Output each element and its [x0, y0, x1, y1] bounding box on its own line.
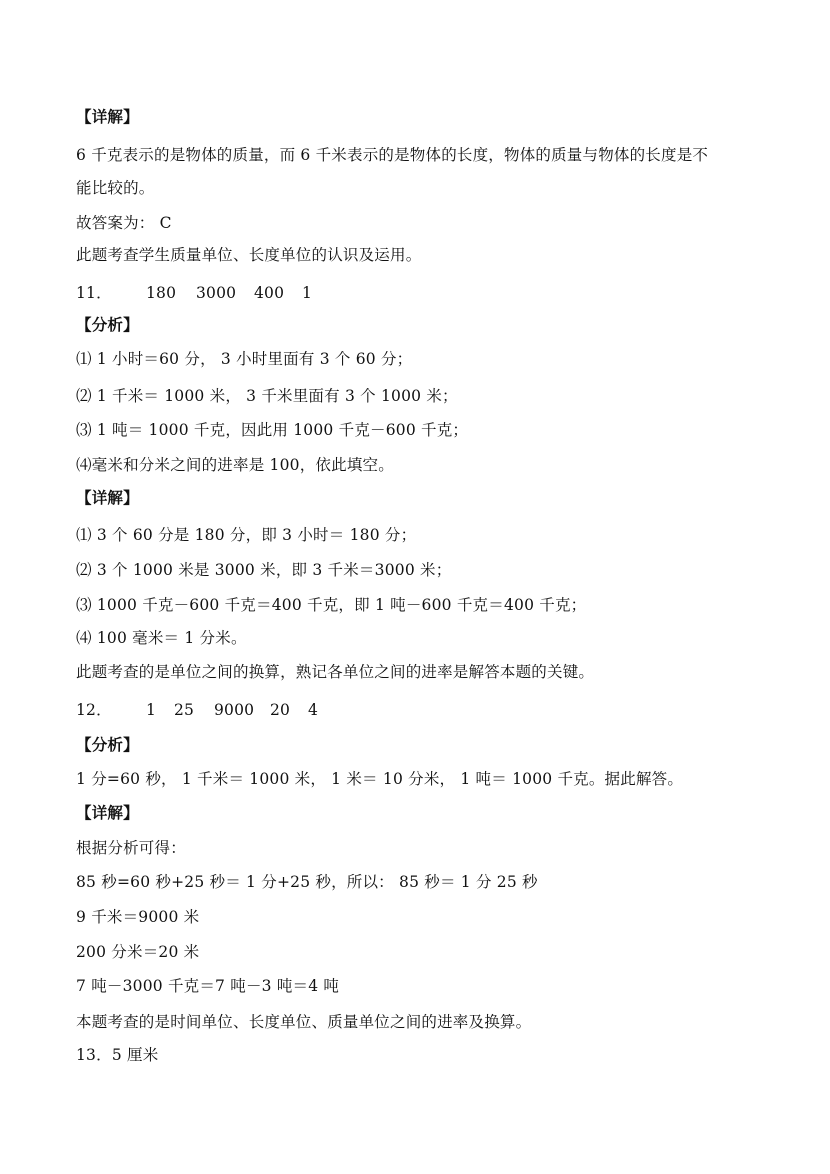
text-line: 故答案为： C	[76, 214, 172, 232]
text-line: 本题考查的是时间单位、长度单位、质量单位之间的进率及换算。	[76, 1013, 532, 1031]
text-line: 6 千克表示的是物体的质量，而 6 千米表示的是物体的长度，物体的质量与物体的长度是不	[76, 146, 709, 164]
answer-value: 9000	[214, 701, 255, 719]
text-line: 200 分米＝20 米	[76, 943, 200, 961]
answer-value: 180	[146, 284, 177, 302]
text-line: ⑷毫米和分米之间的进率是 100，依此填空。	[76, 456, 394, 474]
text-line: 根据分析可得：	[76, 839, 186, 857]
section-heading: 【分析】	[76, 315, 139, 334]
section-heading: 【详解】	[76, 107, 139, 126]
question-12-answers	[76, 700, 318, 720]
text-line: 85 秒=60 秒+25 秒＝ 1 分+25 秒，所以： 85 秒＝ 1 分 25 秒	[76, 873, 538, 891]
text-line: 7 吨－3000 千克＝7 吨－3 吨＝4 吨	[76, 977, 340, 995]
answer-value: 400	[254, 284, 285, 302]
text-line: ⑴ 3 个 60 分是 180 分，即 3 小时＝ 180 分；	[76, 526, 417, 544]
question-number: 11．	[76, 284, 112, 302]
question-11-answers	[76, 283, 312, 303]
text-line: 1 分=60 秒， 1 千米＝ 1000 米， 1 米＝ 10 分米， 1 吨＝ 1000 千克。据此解答。	[76, 770, 684, 788]
text-line: ⑶ 1 吨＝ 1000 千克，因此用 1000 千克－600 千克；	[76, 421, 469, 439]
answer-value: 4	[308, 701, 319, 719]
text-line: 此题考查的是单位之间的换算，熟记各单位之间的进率是解答本题的关键。	[76, 663, 595, 681]
section-heading: 【分析】	[76, 735, 139, 754]
text-line: 9 千米＝9000 米	[76, 908, 200, 926]
answer-value: 1	[302, 284, 313, 302]
text-line: ⑶ 1000 千克－600 千克＝400 千克，即 1 吨－600 千克＝400 千克；	[76, 596, 587, 614]
text-line: ⑵ 1 千米＝ 1000 米， 3 千米里面有 3 个 1000 米；	[76, 387, 458, 405]
text-line: ⑴ 1 小时＝60 分， 3 小时里面有 3 个 60 分；	[76, 350, 413, 368]
answer-value: 1	[146, 701, 157, 719]
text-line: ⑵ 3 个 1000 米是 3000 米，即 3 千米＝3000 米；	[76, 561, 452, 579]
text-line: 13．5 厘米	[76, 1046, 159, 1064]
section-heading: 【详解】	[76, 488, 139, 507]
text-line: 能比较的。	[76, 179, 155, 197]
section-heading: 【详解】	[76, 803, 139, 822]
question-number: 12．	[76, 701, 112, 719]
text-line: 此题考查学生质量单位、长度单位的认识及运用。	[76, 246, 422, 264]
answer-value: 3000	[196, 284, 237, 302]
answer-value: 25	[174, 701, 195, 719]
text-line: ⑷ 100 毫米＝ 1 分米。	[76, 629, 247, 647]
answer-value: 20	[270, 701, 291, 719]
